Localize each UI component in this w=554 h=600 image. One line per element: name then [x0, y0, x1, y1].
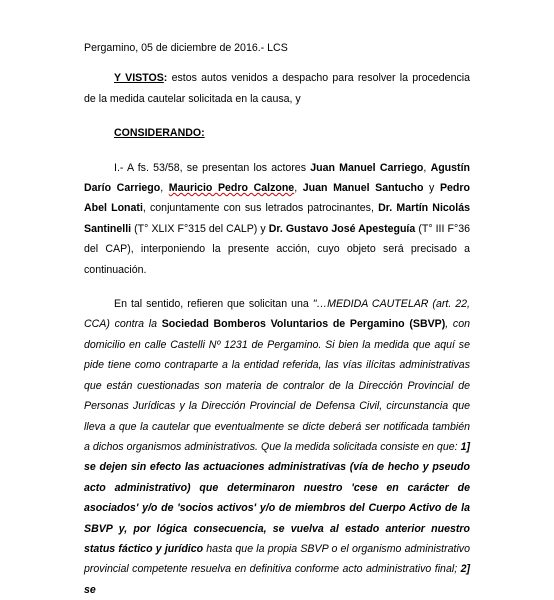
quote-run: , con domicilio en calle Castelli Nº 1231 de Pergamino. Si bien la medida que aquí se pide tiene como contraparte a la entidad referida, las vías ilícitas administrativas que están cuestionadas son materia de contralor de la Dirección Provincial de Personas Jurídicas y la Dirección Provincial de Defensa Civil, circunstancia que lleva a que la cautelar que eventualmente se dicte deberá ser notificada también a dichos organismos administrativos. Que la medida solicitada consiste en que:: [84, 318, 470, 453]
considerando-heading: [84, 123, 470, 143]
document-body: [84, 38, 470, 600]
text-run: ,: [160, 182, 169, 195]
text-run: , conjuntamente con sus letrados patrocinantes,: [142, 202, 379, 215]
vistos-label: Y VISTOS: [114, 72, 164, 85]
text-run: ,: [423, 161, 431, 174]
lawyer-name: Dr. Gustavo José Apesteguía: [268, 222, 416, 235]
text-run: En tal sentido, refieren que solicitan una: [114, 298, 313, 311]
quote-run: "…MEDIDA CAUTELAR (art. 22, CCA) contra la: [84, 298, 470, 331]
paragraph-tal-sentido: [84, 294, 470, 600]
actor-name: Agustín Darío Carriego: [84, 161, 470, 195]
considerando-label: CONSIDERANDO:: [114, 127, 205, 140]
lawyer-name: Dr. Martín Nicolás Santinelli: [84, 202, 470, 235]
actor-name: Mauricio Pedro Calzone: [168, 182, 295, 195]
request-item-1: 1] se dejen sin efecto las actuaciones administrativas (vía de hecho y pseudo acto administrativo) que determinaron nuestro 'cese en carácter de asociados' y/o de 'socios activos' y/o de miembros del Cuerpo Activo de la SBVP y, por lógica consecuencia, se vuelva al estado anterior nuestro status fáctico y jurídico: [84, 440, 470, 555]
entity-name: Sociedad Bomberos Voluntarios de Pergamino (SBVP): [161, 318, 446, 331]
actor-name: Juan Manuel Santucho: [302, 182, 424, 195]
paragraph-i: [84, 158, 470, 280]
text-run: I.- A fs. 53/58, se presentan los actores: [114, 161, 311, 174]
vistos-text: estos autos venidos a despacho para resolver la procedencia de la medida cautelar solicitada en la causa, y: [84, 72, 471, 105]
text-run: ,: [294, 182, 303, 195]
vistos-paragraph: [84, 68, 470, 109]
quote-run: hasta que la propia SBVP o el organismo administrativo provincial competente resuelva en definitiva conforme acto administrativo final;: [84, 542, 470, 576]
request-item-2: 2] se: [84, 563, 470, 596]
actor-name: Juan Manuel Carriego: [310, 161, 424, 174]
text-run: y: [423, 182, 440, 195]
text-run: (T° XLIX F°315 del CALP) y: [131, 222, 269, 235]
vistos-colon: :: [163, 72, 168, 85]
date-line: Pergamino, 05 de diciembre de 2016.- LCS: [84, 42, 288, 54]
text-run: (T° III F°36 del CAP), interponiendo la presente acción, cuyo objeto será precisado a continuación.: [84, 222, 470, 276]
actor-name: Pedro Abel Lonati: [84, 182, 470, 215]
